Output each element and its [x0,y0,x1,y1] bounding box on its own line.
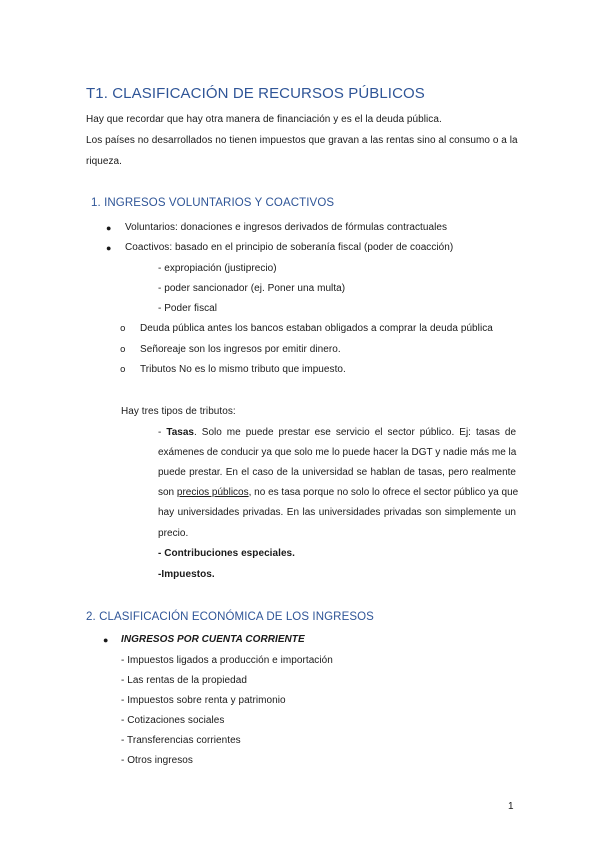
circle-item-deuda: Deuda pública antes los bancos estaban obligados a comprar la deuda pública [140,323,493,334]
page-number: 1 [508,801,514,812]
section-2-heading: 2. CLASIFICACIÓN ECONÓMICA DE LOS INGRESOS [86,611,374,623]
tasas-label: Tasas [166,427,194,438]
ingresos-item: - Otros ingresos [121,755,193,766]
page-title: T1. CLASIFICACIÓN DE RECURSOS PÚBLICOS [86,85,425,102]
tasas-line-2: exámenes de conducir ya que solo me lo puede hacer la DGT y nadie más me la [158,447,517,458]
contribuciones-item: - Contribuciones especiales. [158,548,295,559]
circle-bullet-icon: o [120,345,126,355]
tributos-intro: Hay tres tipos de tributos: [121,406,236,417]
coactivos-item: - Poder fiscal [158,303,218,314]
tasas-line4-pre: son [158,487,177,498]
circle-bullet-icon: o [120,365,126,375]
ingresos-item: - Las rentas de la propiedad [121,675,247,686]
bullet-icon: ● [106,223,112,233]
ingresos-cuenta-corriente: INGRESOS POR CUENTA CORRIENTE [121,634,305,645]
circle-bullet-icon: o [120,324,126,334]
ingresos-item: - Transferencias corrientes [121,735,241,746]
section-1-heading: 1. INGRESOS VOLUNTARIOS Y COACTIVOS [91,197,335,209]
intro-line-3: riqueza. [86,156,122,167]
ingresos-item: - Cotizaciones sociales [121,715,225,726]
tasas-line4-post: , no es tasa porque no solo lo ofrece el sector público ya que [248,487,519,498]
coactivos-item: - poder sancionador (ej. Poner una multa) [158,283,346,294]
tasas-line-6: precio. [158,528,189,539]
bullet-coactivos: Coactivos: basado en el principio de soberanía fiscal (poder de coacción) [125,242,454,253]
tasas-line-3: puede prestar. En el caso de la universidad se hablan de tasas, pero realmente [158,467,516,478]
precios-publicos-link[interactable]: precios públicos [176,487,249,498]
bullet-icon: ● [106,243,112,253]
tasas-text: . Solo me puede prestar ese servicio el sector público. Ej: tasas de [193,427,517,438]
intro-line-2: Los países no desarrollados no tienen impuestos que gravan a las rentas sino al consumo o a la [86,135,518,146]
ingresos-item: - Impuestos ligados a producción e importación [121,655,333,666]
impuestos-item: -Impuestos. [158,569,215,580]
circle-item-senoreaje: Señoreaje son los ingresos por emitir dinero. [140,344,341,355]
bullet-icon: ● [103,635,109,645]
coactivos-item: - expropiación (justiprecio) [158,263,277,274]
ingresos-item: - Impuestos sobre renta y patrimonio [121,695,286,706]
tasas-dash: - [158,427,167,438]
tasas-line-5: hay universidades privadas. En las universidades privadas son simplemente un [158,507,516,518]
circle-item-tributos: Tributos No es lo mismo tributo que impuesto. [140,364,346,375]
tasas-line-4 [158,486,519,500]
tasas-line-1 [158,426,516,440]
intro-line-1: Hay que recordar que hay otra manera de financiación y es el la deuda pública. [86,114,442,125]
bullet-voluntarios: Voluntarios: donaciones e ingresos derivados de fórmulas contractuales [125,222,448,233]
